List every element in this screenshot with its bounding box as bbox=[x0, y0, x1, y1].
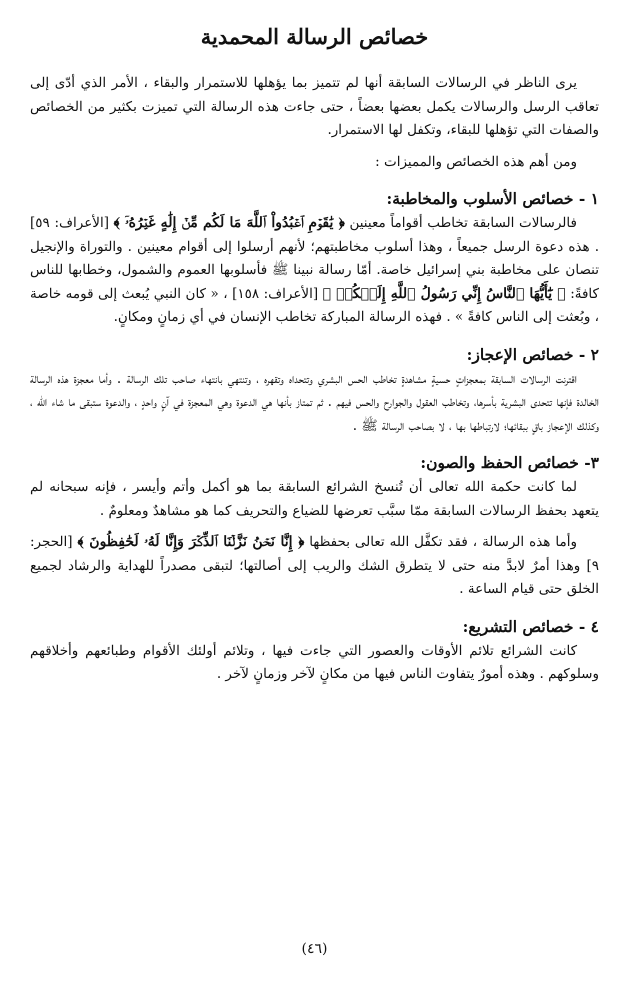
page-number: (٤٦) bbox=[301, 941, 328, 957]
text-run: [الأعراف: ٥٩] . هذه دعوة الرسل جميعاً ، وهذا أسلوب مخاطبتهم؛ لأنهم أرسلوا إلى أقوام معينين . والتوراة والإنجيل تنصان على مخاطبة بني إسرائيل خاصة. أمّا رسالة نبينا ﷺ فأسلوبها العموم والشمول، وخطابها للناس كافةً: bbox=[30, 215, 599, 302]
intro-paragraph: يرى الناظر في الرسالات السابقة أنها لم تتميز بما يؤهلها للاستمرار والبقاء ، الأمر الذي أدّى إلى تعاقب الرسل والرسالات يكمل بعضها بعضاً ، حتى جاءت هذه الرسالة التي تميزت بكثير من الخصائص والصفات التي تؤهلها للبقاء، وتكفل لها الاستمرار. bbox=[30, 75, 599, 138]
text-run: [الأعراف: ١٥٨] ، « كان النبي يُبعث إلى قومه خاصة ، وبُعثت إلى الناس كافةً » . فهذه الرسالة المباركة تخاطب الإنسان في أي زمانٍ ومكانٍ. bbox=[30, 285, 599, 325]
section-legislation-paragraph: كانت الشرائع تلائم الأوقات والعصور التي جاءت فيها ، وتلائم أولئك الأقوام وطبائعهم وأخلاقهم وسلوكهم . وهذه أمورٌ يتفاوت الناس فيها من مكانٍ لآخر وزمانٍ لآخر . bbox=[30, 642, 599, 682]
section-heading-miracle: ٢ - خصائص الإعجاز: bbox=[466, 344, 599, 364]
section-miracle-paragraph: اقترنت الرسالات السابقة بمعجزاتٍ حسيةٍ مشاهدةٍ تخاطب الحس البشري وتتحداه وتقهره ، وتنتهي بانتهاء صاحب تلك الرسالة . وأما معجزة هذه الرسالة الخالدة فإنها تتحدى البشرية بأسرها، وتخاطب العقول والجوارح والحس فيهم . ثم تمتاز بأنها هي الدعوة وهي المعجزة في آنٍ واحدٍ ، والدعوة ستبقى ما شاء الله ، وكذلك الإعجاز باقٍ ببقائها؛ لارتباطها بها ، لا بصاحب الرسالة ﷺ . bbox=[30, 370, 599, 434]
section-preservation-paragraph-2 bbox=[30, 531, 599, 602]
quran-verse: ﴿ إِنَّا نَحۡنُ نَزَّلۡنَا ٱلذِّكۡرَ وَإِنَّا لَهُۥ لَحَٰفِظُونَ ﴾ bbox=[77, 534, 305, 550]
section-heading-legislation: ٤ - خصائص التشريع: bbox=[462, 616, 599, 636]
section-heading-preservation: ٣- خصائص الحفظ والصون: bbox=[420, 453, 599, 472]
quran-verse: ﴿ يَٰٓأَيُّهَا ٱلنَّاسُ إِنِّي رَسُولُ ٱللَّهِ إِلَيۡكُمۡ ﴾ bbox=[322, 285, 566, 302]
page-title: خصائص الرسالة المحمدية bbox=[200, 24, 429, 49]
text-run: وأما هذه الرسالة ، فقد تكفَّل الله تعالى بحفظها bbox=[309, 534, 577, 550]
text-run: فالرسالات السابقة تخاطب أقواماً معينين bbox=[349, 215, 577, 231]
section-style-paragraph bbox=[30, 212, 599, 330]
quran-verse: ﴿ يَٰقَوۡمِ ٱعۡبُدُواْ ٱللَّهَ مَا لَكُم مِّنۡ إِلَٰهٍ غَيۡرُهُۥٓ ﴾ bbox=[113, 215, 345, 231]
section-heading-style: ١ - خصائص الأسلوب والمخاطبة: bbox=[386, 189, 599, 208]
intro-lead-in: ومن أهم هذه الخصائص والمميزات : bbox=[375, 153, 577, 170]
text-run: [الحجر: ٩] وهذا أمرٌ لابدَّ منه حتى لا يتطرق الشك والريب إلى أصالتها؛ لتبقى مصدراً للهداية والرشاد لجميع الخلق حتى قيام الساعة . bbox=[30, 534, 599, 597]
section-preservation-paragraph-1: لما كانت حكمة الله تعالى أن تُنسخ الشرائع السابقة بما هو أكمل وأتم وأيسر ، فإنه سبحانه لم يتعهد بحفظ الرسالات السابقة ممّا سبَّب تعرضها للضياع والتحريف كما هو مشاهدٌ ومعلومٌ . bbox=[30, 479, 599, 519]
